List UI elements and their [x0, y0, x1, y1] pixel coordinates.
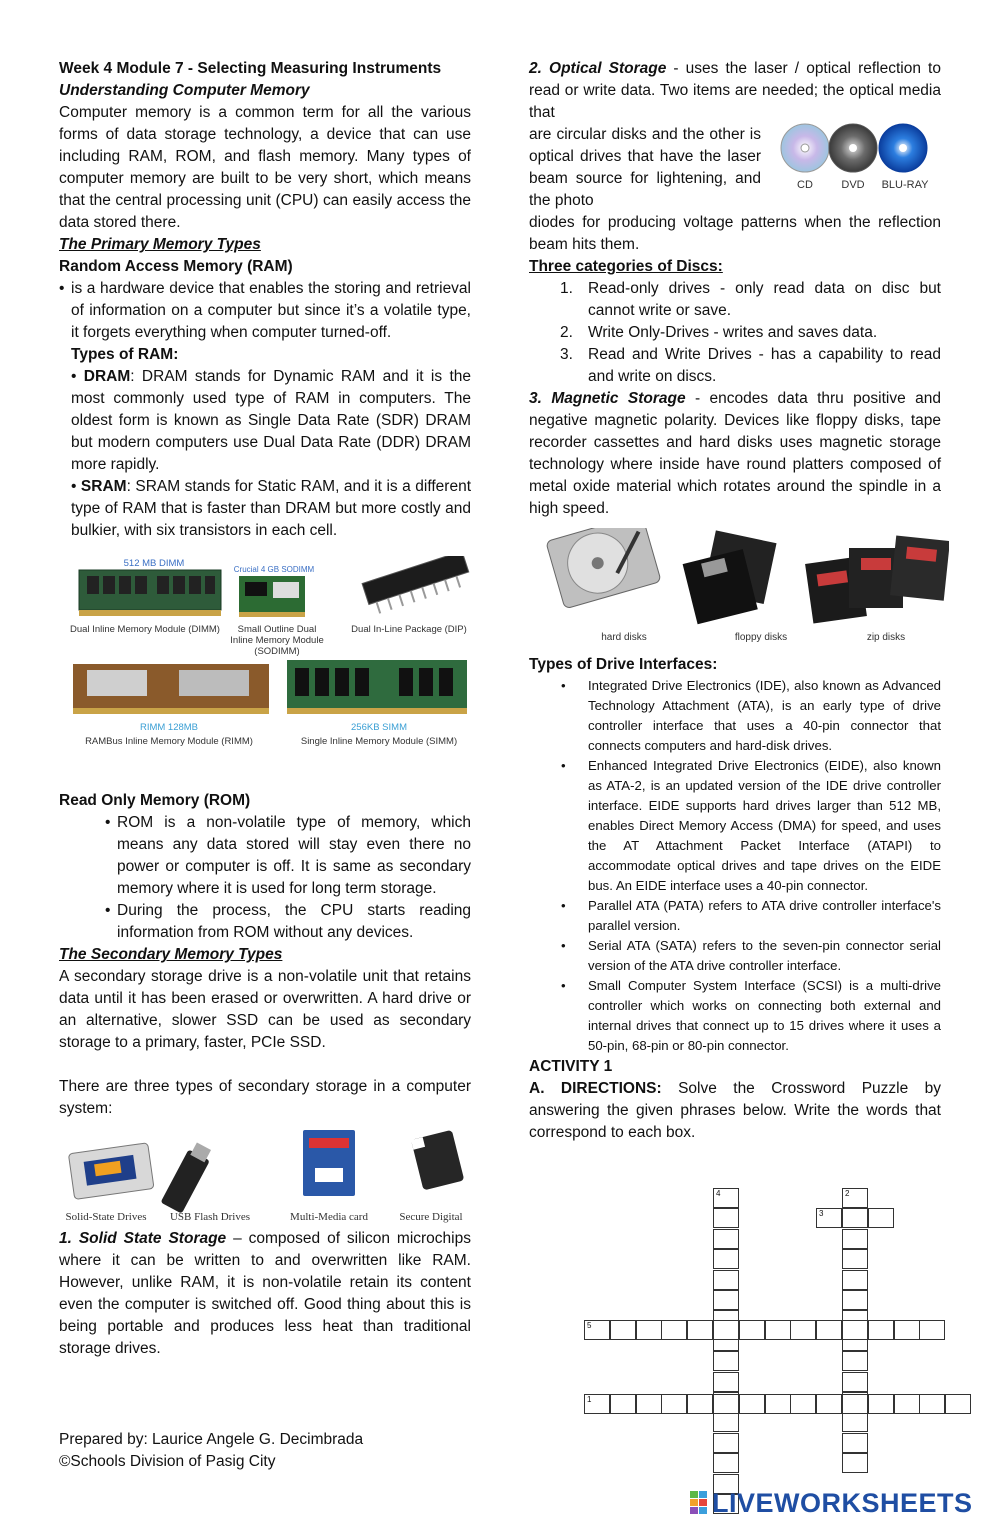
crossword-cell-2-down-2[interactable]: [842, 1229, 868, 1249]
crossword-cell-4-down-12[interactable]: [713, 1433, 739, 1453]
secondary-memory-title: The Secondary Memory Types: [59, 946, 283, 963]
crossword-cell-2-down-13[interactable]: [842, 1453, 868, 1473]
ram-bullet: • is a hardware device that enables the storing and retrieval of information on a computer but since it’s a volatile type, it forgets everything when computer turned-off.: [71, 278, 471, 344]
directions-paragraph: [529, 1078, 941, 1144]
crossword-cell-1-across-3[interactable]: [661, 1394, 687, 1414]
category-num-2: 2.: [560, 324, 573, 341]
crossword-cell-1-across-5[interactable]: [713, 1394, 739, 1414]
bluray-label: BLU-RAY: [881, 179, 929, 191]
crossword-cell-2-down-3[interactable]: [842, 1249, 868, 1269]
crossword-cell-3-across-1[interactable]: [842, 1208, 868, 1228]
category-text-3: Read and Write Drives - has a capability to read and write on discs.: [588, 346, 941, 385]
magnetic-text: - encodes data thru positive and negative magnetic polarity. Devices like floppy disks, tape recorder cassettes and hard disks uses magnetic storage technology where inside have round platters composed of metal oxide material which rotates around the spindle in a high speed.: [529, 390, 941, 517]
interface-eide: • Enhanced Integrated Drive Electronics (EIDE), also known as ATA-2, is an updated version of the IDE drive controller interface. EIDE supports hard drives larger than 512 MB, enables Direct Memory Access (DMA) for speed, and uses the AT Attachment Packet Interface (ATAPI) to accommodate optical drives and tape drives on the EIDE bus. An EIDE interface uses a 40-pin connector.: [588, 756, 941, 896]
crossword-cell-5-across-4[interactable]: [687, 1320, 713, 1340]
right-column: [529, 58, 941, 1144]
crossword-cell-4-down-2[interactable]: [713, 1229, 739, 1249]
optical-label: 2. Optical Storage: [529, 60, 667, 77]
crossword-cell-1-across-12[interactable]: [894, 1394, 920, 1414]
dram-paragraph: • DRAM: DRAM stands for Dynamic RAM and it is the most commonly used type of RAM in computers. The oldest form is known as Single Data Rate (SDR) DRAM but modern computers use Dual Data Rate (DDR) DRAM more rapidly.: [71, 368, 472, 473]
crossword-number-2-down: 2: [845, 1189, 850, 1198]
crossword-cell-2-down-11[interactable]: [842, 1412, 868, 1432]
dvd-label: DVD: [841, 179, 865, 191]
category-item-1: [560, 278, 941, 322]
crossword-cell-4-down-0[interactable]: [713, 1188, 739, 1208]
categories-list: [529, 278, 941, 388]
directions-text: Solve the Crossword Puzzle by answering the given phrases below. Write the words that correspond to each box.: [529, 1080, 941, 1141]
crossword-cell-1-across-4[interactable]: [687, 1394, 713, 1414]
types-of-ram: Types of RAM:: [71, 346, 179, 363]
footer: [59, 1429, 363, 1473]
activity-title: ACTIVITY 1: [529, 1058, 613, 1075]
sodimm-caption: Small Outline Dual Inline Memory Module (SODIMM): [230, 624, 324, 657]
crossword-cell-4-down-3[interactable]: [713, 1249, 739, 1269]
crossword-cell-1-across-2[interactable]: [636, 1394, 662, 1414]
magnetic-disks-image: [529, 528, 949, 654]
rom-title: Read Only Memory (ROM): [59, 792, 251, 809]
sram-text: : SRAM stands for Static RAM, and it is a different type of RAM that is faster than DRAM but more costly and bulkier, with six transistors in each cell.: [71, 478, 471, 539]
crossword-cell-3-across-0[interactable]: [816, 1208, 842, 1228]
solid-state-label: 1. Solid State Storage: [59, 1230, 227, 1247]
dimm-top-label: 512 MB DIMM: [123, 558, 185, 569]
sd-caption: Secure Digital: [399, 1211, 463, 1223]
interface-ide: • Integrated Drive Electronics (IDE), also known as Advanced Technology Attachment (ATA), is an early type of drive controller interface that uses a 40-pin connector that connects computers and hard-disk drives.: [588, 676, 941, 756]
interfaces-title: Types of Drive Interfaces:: [529, 656, 718, 673]
dimm-caption: Dual Inline Memory Module (DIMM): [70, 624, 220, 635]
solid-state-text: – composed of silicon microchips where it can be written to and overwritten like RAM. However, unlike RAM, it is non-volatile retain its content even the computer is switched off. Good thing about this is being portable and produces less heat than traditional storage drives.: [59, 1230, 471, 1357]
crossword-cell-5-across-9[interactable]: [816, 1320, 842, 1340]
category-num-1: 1.: [560, 280, 573, 297]
liveworksheets-logo: [690, 1488, 973, 1519]
rimm-top-label: RIMM 128MB: [139, 722, 199, 733]
prepared-by: Prepared by: Laurice Angele G. Decimbrada: [59, 1431, 364, 1448]
primary-memory-title: The Primary Memory Types: [59, 236, 261, 253]
crossword-cell-1-across-0[interactable]: [584, 1394, 610, 1414]
crossword-cell-5-across-10[interactable]: [842, 1320, 868, 1340]
crossword-cell-2-down-4[interactable]: [842, 1270, 868, 1290]
crossword-number-5-across: 5: [587, 1321, 592, 1330]
magnetic-label: 3. Magnetic Storage: [529, 390, 686, 407]
crossword-cell-1-across-1[interactable]: [610, 1394, 636, 1414]
crossword-cell-4-down-1[interactable]: [713, 1208, 739, 1228]
crossword-cell-2-down-0[interactable]: [842, 1188, 868, 1208]
crossword-cell-5-across-13[interactable]: [919, 1320, 945, 1340]
interface-pata: • Parallel ATA (PATA) refers to ATA drive controller interface's parallel version.: [588, 896, 941, 936]
crossword-cell-5-across-11[interactable]: [868, 1320, 894, 1340]
crossword-cell-4-down-5[interactable]: [713, 1290, 739, 1310]
logo-icon: [690, 1491, 710, 1515]
ram-title: Random Access Memory (RAM): [59, 258, 293, 275]
ram-modules-image: [59, 556, 471, 778]
interface-scsi: • Small Computer System Interface (SCSI) is a multi-drive controller which works on connecting both external and internal drives that connect up to 15 drives where it uses a 50-pin, 68-pin or 80-pin connector.: [588, 976, 941, 1056]
crossword-cell-2-down-9[interactable]: [842, 1372, 868, 1392]
storage-devices-image: [59, 1128, 471, 1228]
sodimm-top-label: Crucial 4 GB SODIMM: [233, 565, 315, 574]
crossword-cell-1-across-13[interactable]: [919, 1394, 945, 1414]
directions-label: A. DIRECTIONS:: [529, 1080, 662, 1097]
floppy-disks-caption: floppy disks: [734, 632, 788, 643]
crossword-cell-1-across-6[interactable]: [739, 1394, 765, 1414]
crossword-cell-4-down-4[interactable]: [713, 1270, 739, 1290]
crossword-cell-5-across-5[interactable]: [713, 1320, 739, 1340]
interface-sata: • Serial ATA (SATA) refers to the seven-pin connector serial version of the ATA drive controller interface.: [588, 936, 941, 976]
left-column: [59, 58, 471, 1360]
crossword-cell-5-across-1[interactable]: [610, 1320, 636, 1340]
crossword-cell-1-across-11[interactable]: [868, 1394, 894, 1414]
crossword-cell-2-down-12[interactable]: [842, 1433, 868, 1453]
optical-text-1: - uses the laser / optical reflection to read or write data. Two items are needed; the optical media that: [529, 60, 941, 121]
crossword-cell-5-across-12[interactable]: [894, 1320, 920, 1340]
crossword-number-1-across: 1: [587, 1395, 592, 1404]
rom-bullet-2: • During the process, the CPU starts reading information from ROM without any devices.: [117, 900, 471, 944]
category-text-1: Read-only drives - only read data on disc but cannot write or save.: [588, 280, 941, 319]
optical-text-2: are circular disks and the other is optical drives that have the laser beam source for lightening, and the photo: [529, 126, 761, 209]
magnetic-paragraph: [529, 388, 941, 520]
crossword-cell-1-across-7[interactable]: [765, 1394, 791, 1414]
crossword-number-3-across: 3: [819, 1209, 824, 1218]
ram-list: [59, 278, 471, 344]
logo-text: LIVEWORKSHEETS: [712, 1488, 973, 1518]
crossword-cell-4-down-9[interactable]: [713, 1372, 739, 1392]
page-heading: Week 4 Module 7 - Selecting Measuring Instruments: [59, 60, 442, 77]
solid-state-paragraph: [59, 1228, 471, 1360]
crossword-cell-1-across-8[interactable]: [790, 1394, 816, 1414]
crossword-cell-2-down-5[interactable]: [842, 1290, 868, 1310]
sram-label: SRAM: [80, 478, 127, 495]
crossword-cell-4-down-11[interactable]: [713, 1412, 739, 1432]
interfaces-list: [529, 676, 941, 1056]
dram-label: DRAM: [83, 368, 131, 385]
crossword-cell-5-across-3[interactable]: [661, 1320, 687, 1340]
crossword-cell-5-across-2[interactable]: [636, 1320, 662, 1340]
category-text-2: Write Only-Drives - writes and saves data.: [588, 324, 878, 341]
hard-disks-caption: hard disks: [601, 632, 647, 643]
magnetic-disks-drawing: [529, 528, 949, 638]
zip-disks-caption: zip disks: [866, 632, 906, 643]
optical-text-3: diodes for producing voltage patterns when the reflection beam hits them.: [529, 214, 941, 253]
crossword-cell-5-across-7[interactable]: [765, 1320, 791, 1340]
rom-list: [59, 812, 471, 944]
dip-caption: Dual In-Line Package (DIP): [351, 624, 467, 635]
crossword-cell-3-across-2[interactable]: [868, 1208, 894, 1228]
mmc-caption: Multi-Media card: [290, 1211, 368, 1223]
optical-paragraph-1: [529, 58, 941, 124]
crossword-cell-1-across-9[interactable]: [816, 1394, 842, 1414]
rom-bullet-1: • ROM is a non-volatile type of memory, which means any data stored will stay even there no power or computer is off. It is same as secondary memory where it is used for long term storage.: [117, 812, 471, 900]
category-item-2: [560, 322, 941, 344]
crossword-cell-5-across-8[interactable]: [790, 1320, 816, 1340]
crossword-cell-4-down-8[interactable]: [713, 1351, 739, 1371]
division-credit: ©Schools Division of Pasig City: [59, 1453, 276, 1470]
crossword-cell-2-down-8[interactable]: [842, 1351, 868, 1371]
category-item-3: [560, 344, 941, 388]
three-types-paragraph: There are three types of secondary storage in a computer system:: [59, 1078, 471, 1117]
categories-title: Three categories of Discs:: [529, 258, 723, 275]
sram-paragraph: • SRAM: SRAM stands for Static RAM, and it is a different type of RAM that is faster than DRAM but more costly and bulkier, with six transistors in each cell.: [71, 478, 471, 539]
rimm-caption: RAMBus Inline Memory Module (RIMM): [85, 736, 253, 747]
crossword-number-4-down: 4: [716, 1189, 721, 1198]
simm-top-label: 256KB SIMM: [351, 722, 407, 733]
dram-text: : DRAM stands for Dynamic RAM and it is the most commonly used type of RAM in computers. The oldest form is known as Single Data Rate (SDR) DRAM but modern computers use Dual Data Rate (DDR) DRAM more rapidly.: [71, 368, 472, 473]
crossword-cell-1-across-10[interactable]: [842, 1394, 868, 1414]
cd-label: CD: [797, 179, 813, 191]
subheading: Understanding Computer Memory: [59, 82, 310, 99]
usb-caption: USB Flash Drives: [169, 1211, 251, 1223]
ssd-caption: Solid-State Drives: [65, 1211, 147, 1223]
crossword-cell-4-down-13[interactable]: [713, 1453, 739, 1473]
secondary-paragraph: A secondary storage drive is a non-volatile unit that retains data until it has been erased or overwritten. A hard drive or an alternative, slower SSD can be used as secondary storage to a primary, faster, PCIe SSD.: [59, 968, 471, 1051]
intro-paragraph: Computer memory is a common term for all the various forms of data storage technology, a device that can use including RAM, ROM, and flash memory. Many types of computer memory are built to be very short, which means that the central processing unit (CPU) can easily access the data stored there.: [59, 104, 471, 231]
crossword-cell-5-across-0[interactable]: [584, 1320, 610, 1340]
crossword-cell-5-across-6[interactable]: [739, 1320, 765, 1340]
category-num-3: 3.: [560, 346, 573, 363]
simm-caption: Single Inline Memory Module (SIMM): [300, 736, 458, 747]
crossword-cell-1-across-14[interactable]: [945, 1394, 971, 1414]
